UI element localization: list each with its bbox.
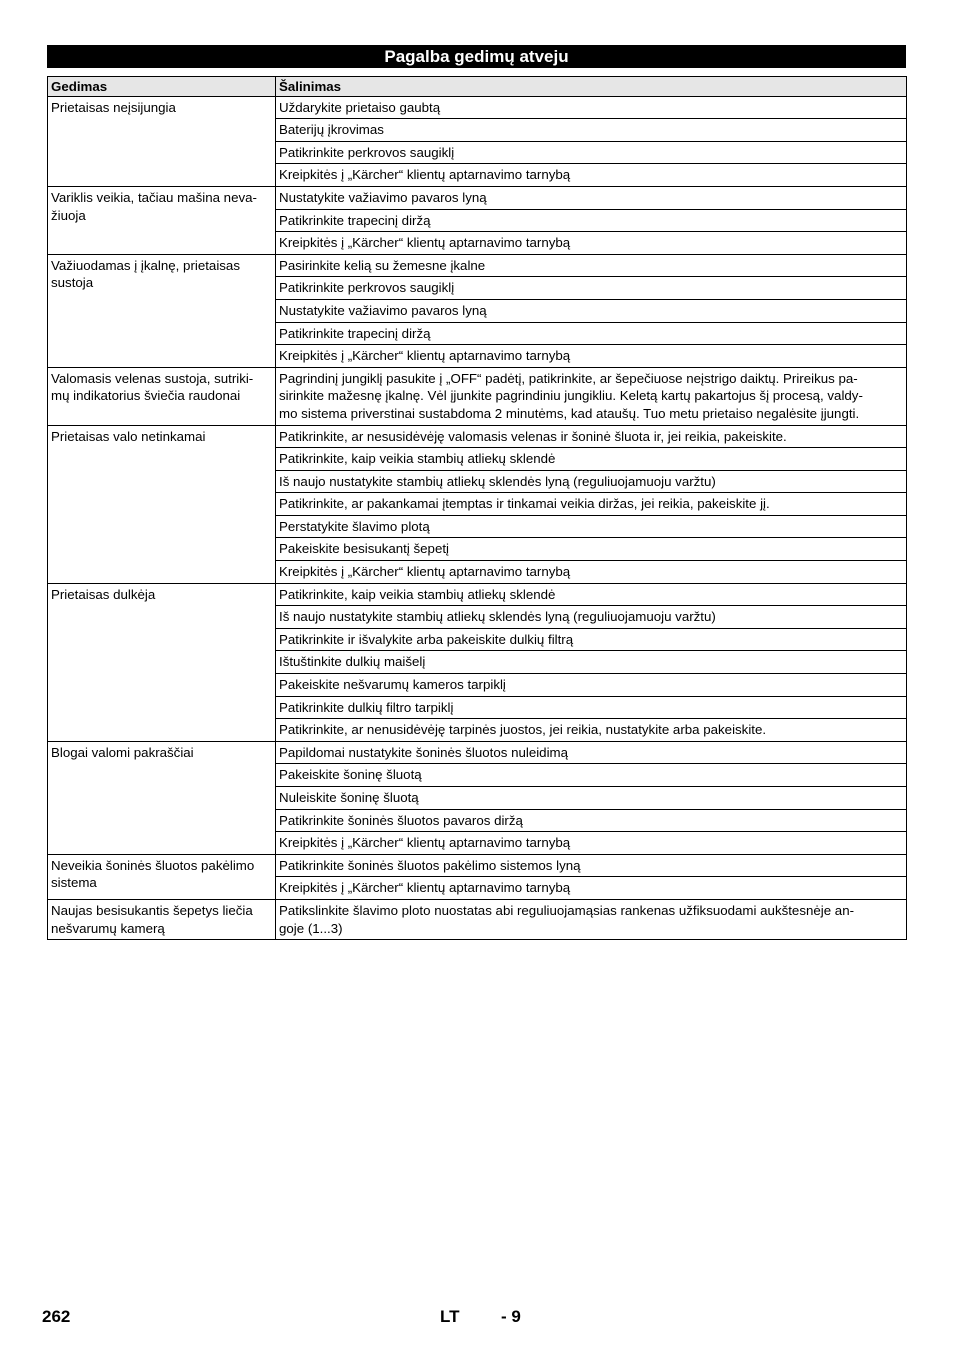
- fault-cell: Naujas besisukantis šepetys liečia nešvarumų kamerą: [48, 899, 276, 939]
- remedy-cell: Uždarykite prietaiso gaubtą: [276, 96, 907, 119]
- remedy-cell: Ištuštinkite dulkių maišelį: [276, 651, 907, 674]
- fault-cell: Blogai valomi pakraščiai: [48, 741, 276, 854]
- remedy-cell: Nuleiskite šoninę šluotą: [276, 787, 907, 810]
- page-number: 262: [42, 1307, 71, 1326]
- fault-cell: Prietaisas dulkėja: [48, 583, 276, 741]
- table-row: [48, 367, 907, 425]
- table-row: [48, 741, 907, 764]
- remedy-cell: Patikrinkite šoninės šluotos pakėlimo sistemos lyną: [276, 854, 907, 877]
- column-header-remedy: Šalinimas: [276, 77, 907, 97]
- remedy-cell: Patikrinkite, ar nesusidėvėję valomasis velenas ir šoninė šluota ir, jei reikia, pakeiskite.: [276, 425, 907, 448]
- remedy-cell: Patikrinkite dulkių filtro tarpiklį: [276, 696, 907, 719]
- remedy-cell: Patikrinkite perkrovos saugiklį: [276, 277, 907, 300]
- table-row: [48, 854, 907, 877]
- section-title: Pagalba gedimų atveju: [47, 45, 906, 68]
- remedy-cell: Nustatykite važiavimo pavaros lyną: [276, 299, 907, 322]
- remedy-cell: Patikrinkite šoninės šluotos pavaros diržą: [276, 809, 907, 832]
- language-code: LT: [440, 1307, 460, 1326]
- remedy-cell: Nustatykite važiavimo pavaros lyną: [276, 186, 907, 209]
- remedy-cell: Pagrindinį jungiklį pasukite į „OFF“ padėtį, patikrinkite, ar šepečiuose neįstrigo daiktų. Prireikus pa- sirinkite mažesnę įkalnę. Vėl įjunkite pagrindiniu jungikliu. Keletą kartų pakartojus šį procesą, valdy- mo sistema priverstinai sustabdoma 2 minutėms, kad ataušų. Tuo metu prietaiso negalėsite įjungti.: [276, 367, 907, 425]
- table-body: [48, 96, 907, 940]
- table-row: [48, 96, 907, 119]
- fault-cell: Prietaisas valo netinkamai: [48, 425, 276, 583]
- remedy-cell: Patikrinkite, kaip veikia stambių atliekų sklendė: [276, 448, 907, 471]
- remedy-cell: Iš naujo nustatykite stambių atliekų sklendės lyną (reguliuojamuoju varžtu): [276, 470, 907, 493]
- fault-cell: Variklis veikia, tačiau mašina neva- žiuoja: [48, 186, 276, 254]
- remedy-cell: Patikrinkite trapecinį diržą: [276, 209, 907, 232]
- remedy-cell: Patikrinkite, kaip veikia stambių atliekų sklendė: [276, 583, 907, 606]
- table-header-row: [48, 77, 907, 97]
- remedy-cell: Patikrinkite, ar nenusidėvėję tarpinės juostos, jei reikia, nustatykite arba pakeiskite.: [276, 719, 907, 742]
- remedy-cell: Patikrinkite ir išvalykite arba pakeiskite dulkių filtrą: [276, 628, 907, 651]
- remedy-cell: Patikrinkite perkrovos saugiklį: [276, 141, 907, 164]
- remedy-cell: Papildomai nustatykite šoninės šluotos nuleidimą: [276, 741, 907, 764]
- table-row: [48, 899, 907, 939]
- remedy-cell: Baterijų įkrovimas: [276, 119, 907, 142]
- fault-cell: Važiuodamas į įkalnę, prietaisas sustoja: [48, 254, 276, 367]
- remedy-cell: Patikslinkite šlavimo ploto nuostatas abi reguliuojamąsias rankenas užfiksuodami aukštesnėje an- goje (1...3): [276, 899, 907, 939]
- remedy-cell: Kreipkitės į „Kärcher“ klientų aptarnavimo tarnybą: [276, 164, 907, 187]
- remedy-cell: Pasirinkite kelią su žemesne įkalne: [276, 254, 907, 277]
- remedy-cell: Kreipkitės į „Kärcher“ klientų aptarnavimo tarnybą: [276, 877, 907, 900]
- remedy-cell: Kreipkitės į „Kärcher“ klientų aptarnavimo tarnybą: [276, 561, 907, 584]
- remedy-cell: Patikrinkite trapecinį diržą: [276, 322, 907, 345]
- fault-cell: Valomasis velenas sustoja, sutriki- mų indikatorius šviečia raudonai: [48, 367, 276, 425]
- table-row: [48, 425, 907, 448]
- remedy-cell: Kreipkitės į „Kärcher“ klientų aptarnavimo tarnybą: [276, 832, 907, 855]
- remedy-cell: Pakeiskite nešvarumų kameros tarpiklį: [276, 674, 907, 697]
- column-header-fault: Gedimas: [48, 77, 276, 97]
- remedy-cell: Iš naujo nustatykite stambių atliekų sklendės lyną (reguliuojamuoju varžtu): [276, 606, 907, 629]
- table-row: [48, 254, 907, 277]
- troubleshooting-table: [47, 76, 907, 940]
- fault-cell: Neveikia šoninės šluotos pakėlimo sistema: [48, 854, 276, 899]
- section-number: - 9: [501, 1307, 521, 1326]
- fault-cell: Prietaisas neįsijungia: [48, 96, 276, 186]
- remedy-cell: Kreipkitės į „Kärcher“ klientų aptarnavimo tarnybą: [276, 232, 907, 255]
- table-row: [48, 186, 907, 209]
- remedy-cell: Pakeiskite besisukantį šepetį: [276, 538, 907, 561]
- remedy-cell: Perstatykite šlavimo plotą: [276, 515, 907, 538]
- remedy-cell: Patikrinkite, ar pakankamai įtemptas ir tinkamai veikia diržas, jei reikia, pakeiskite jį.: [276, 493, 907, 516]
- table-row: [48, 583, 907, 606]
- remedy-cell: Kreipkitės į „Kärcher“ klientų aptarnavimo tarnybą: [276, 345, 907, 368]
- remedy-cell: Pakeiskite šoninę šluotą: [276, 764, 907, 787]
